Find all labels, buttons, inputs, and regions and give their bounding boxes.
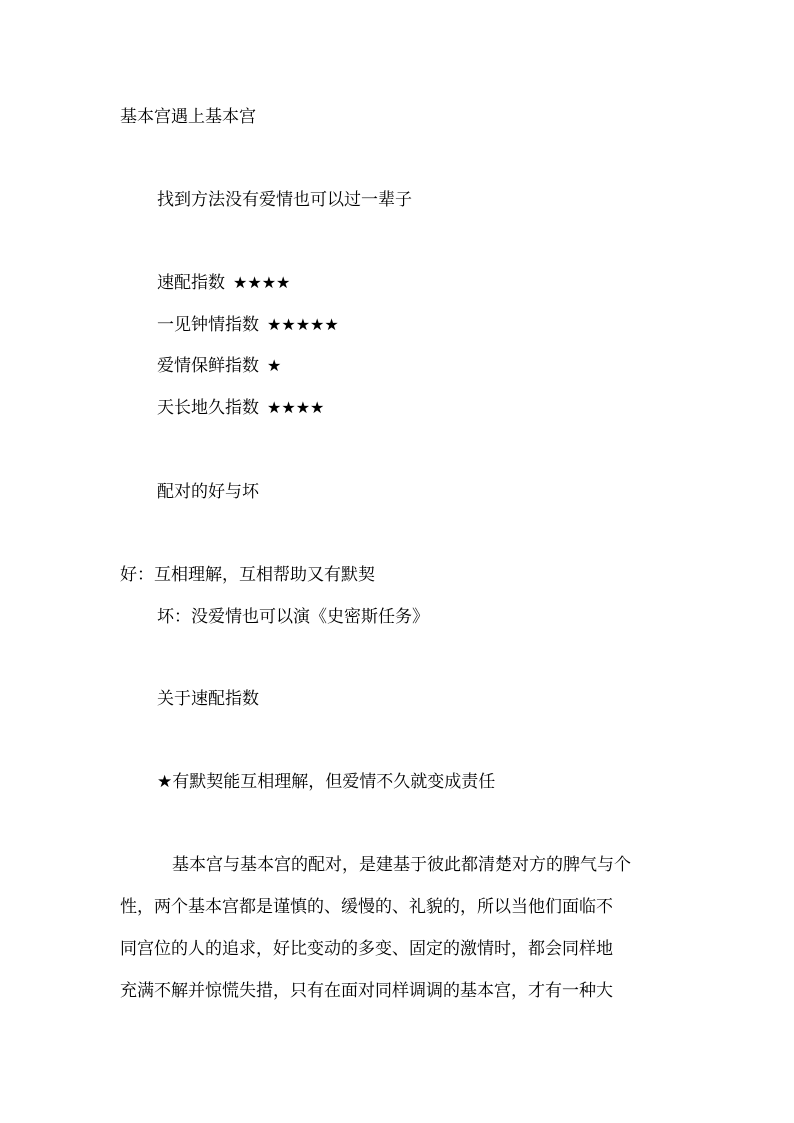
speed-heading: 关于速配指数 (157, 689, 259, 709)
pros-cons-heading: 配对的好与坏 (157, 482, 259, 502)
star-rating: ★★★★★ (267, 315, 339, 334)
document-subtitle: 找到方法没有爱情也可以过一辈子 (157, 190, 412, 210)
rating-label: 速配指数 (157, 273, 225, 293)
rating-row (157, 355, 281, 377)
paragraph-line: 同宫位的人的追求，好比变动的多变、固定的激情时，都会同样地 (120, 939, 613, 959)
document-title: 基本宫遇上基本宫 (120, 107, 256, 127)
rating-row (157, 397, 324, 419)
star-rating: ★★★★ (233, 273, 291, 292)
paragraph-line: 性，两个基本宫都是谨慎的、缓慢的、礼貌的，所以当他们面临不 (120, 897, 613, 917)
paragraph-line: 充满不解并惊慌失措，只有在面对同样调调的基本宫，才有一种大 (120, 981, 613, 1001)
rating-label: 一见钟情指数 (157, 315, 259, 335)
speed-note: ★有默契能互相理解，但爱情不久就变成责任 (157, 772, 496, 792)
rating-label: 爱情保鲜指数 (157, 356, 259, 376)
bad-point: 坏：没爱情也可以演《史密斯任务》 (157, 607, 429, 627)
rating-label: 天长地久指数 (157, 398, 259, 418)
good-point: 好：互相理解，互相帮助又有默契 (120, 565, 375, 585)
paragraph-line: 基本宫与基本宫的配对，是建基于彼此都清楚对方的脾气与个 (155, 855, 631, 875)
star-rating: ★★★★ (267, 398, 325, 417)
rating-row (157, 314, 339, 336)
star-rating: ★ (267, 356, 282, 375)
rating-row (157, 272, 290, 294)
